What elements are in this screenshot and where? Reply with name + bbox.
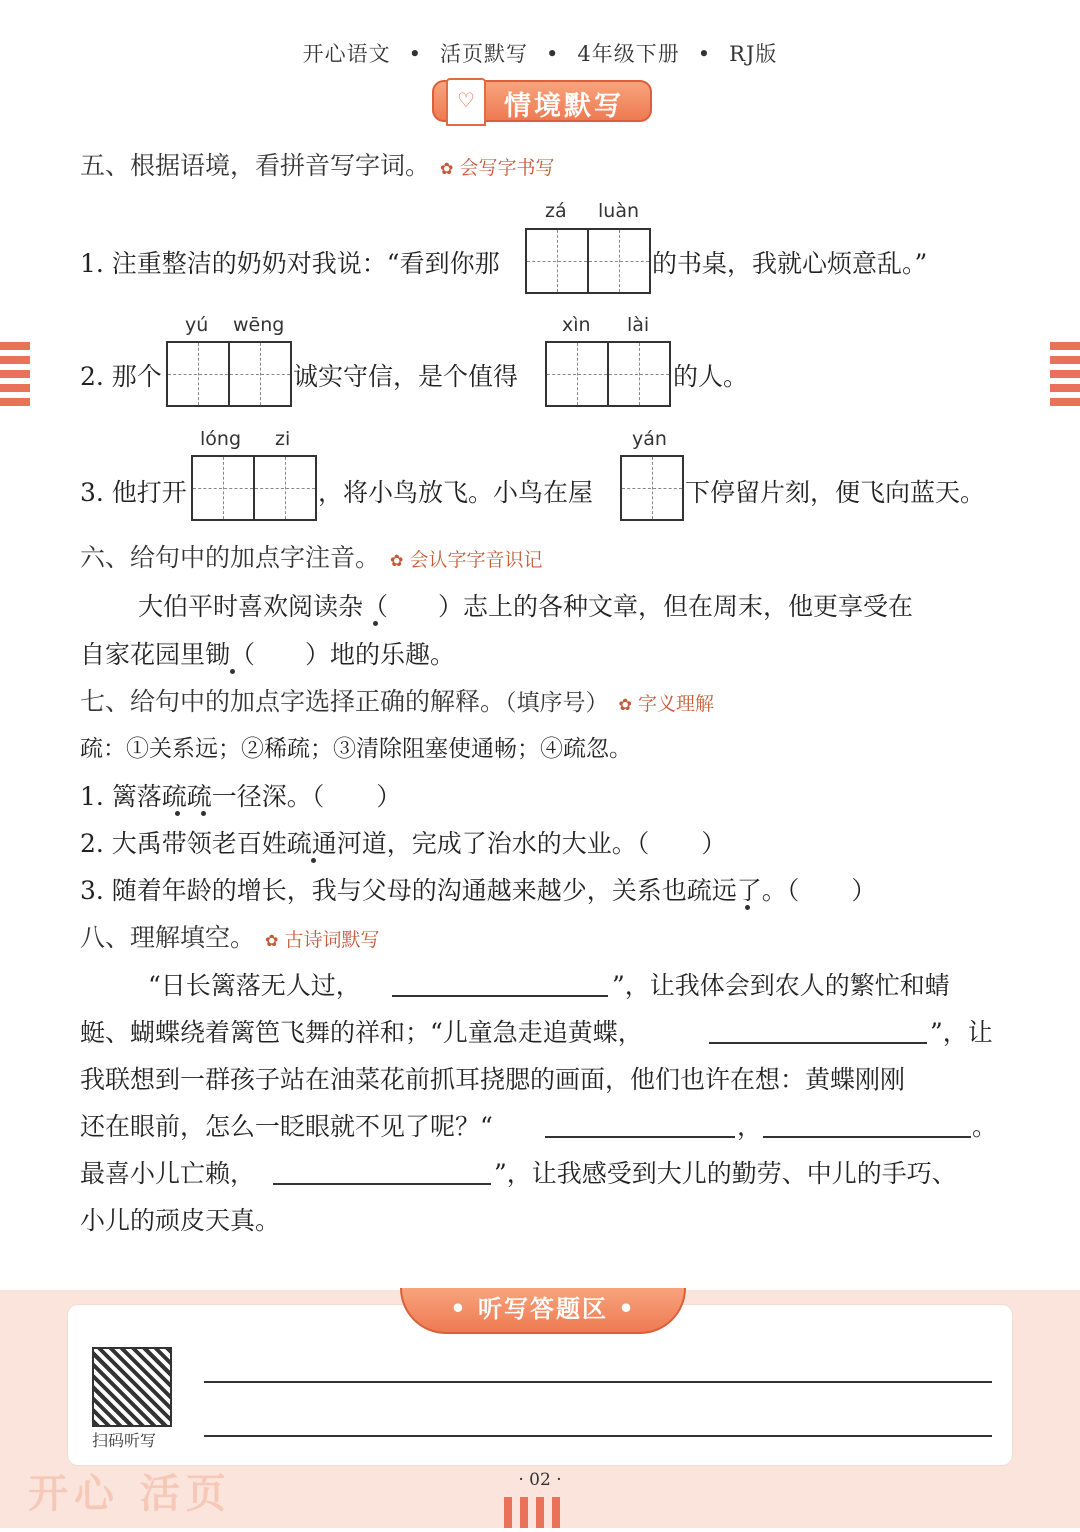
s5-item2-post: 的人。 <box>673 362 749 391</box>
pinyin: zi <box>275 428 291 450</box>
header-part-3: 4年级下册 <box>577 42 680 66</box>
poem-blank[interactable] <box>273 1182 491 1185</box>
s8-line2a: 蜓、蝴蝶绕着篱笆飞舞的祥和；“儿童急走追黄蝶， <box>80 1018 643 1047</box>
writing-grid[interactable] <box>191 455 317 521</box>
pinyin: luàn <box>598 200 640 222</box>
section-banner <box>432 80 652 122</box>
pinyin: yú <box>185 314 209 336</box>
s8-line5b: ”，让我感受到大儿的勤劳、中儿的手巧、 <box>494 1159 957 1188</box>
s8-line4a: 还在眼前，怎么一眨眼就不见了呢？“ <box>80 1112 493 1141</box>
emphasis-dot <box>230 669 235 674</box>
bottom-stripes <box>504 1497 568 1532</box>
right-edge-stripes <box>1050 342 1080 412</box>
s8-line2b: ”，让 <box>930 1018 993 1047</box>
s5-item3-pre: 3. 他打开 <box>80 478 187 507</box>
writing-grid[interactable] <box>166 341 292 407</box>
s8-line1b: ”，让我体会到农人的繁忙和蜻 <box>612 971 950 1000</box>
header-part-4: RJ版 <box>729 42 778 66</box>
emphasis-dot <box>373 621 378 626</box>
section-6-title: 六、给句中的加点字注音。 ✿ 会认字字音识记 <box>80 543 543 572</box>
s8-line4b: ， <box>737 1112 763 1141</box>
section-7-title: 七、给句中的加点字选择正确的解释。（填序号） ✿ 字义理解 <box>80 687 714 716</box>
emphasis-dot <box>311 858 316 863</box>
pinyin: lóng <box>200 428 242 450</box>
s6-line1: 大伯平时喜欢阅读杂（ ）志上的各种文章，但在周末，他更享受在 <box>138 592 914 621</box>
section-5-title: 五、根据语境，看拼音写字词。 ✿ 会写字书写 <box>80 151 555 180</box>
s8-line4c: 。 <box>972 1112 998 1141</box>
s5-item2-mid: 诚实守信，是个值得 <box>293 362 519 391</box>
writing-grid[interactable] <box>525 228 651 294</box>
emphasis-dot <box>201 811 206 816</box>
section-6-tag: ✿ 会认字字音识记 <box>390 549 543 571</box>
s7-options: 疏：①关系远；②稀疏；③清除阻塞使通畅；④疏忽。 <box>80 736 632 762</box>
page-number: · 02 · <box>518 1470 562 1490</box>
answer-line[interactable] <box>204 1435 992 1437</box>
answer-line[interactable] <box>204 1381 992 1383</box>
s5-item1-pre: 1. 注重整洁的奶奶对我说：“看到你那 <box>80 249 500 278</box>
s8-line1a: “日长篱落无人过， <box>148 971 361 1000</box>
qr-label: 扫码听写 <box>92 1431 157 1450</box>
pinyin: wēng <box>233 314 285 336</box>
s8-line6: 小儿的顽皮天真。 <box>80 1206 281 1235</box>
s5-item1-post: 的书桌，我就心烦意乱。” <box>652 249 928 278</box>
section-8-tag: ✿ 古诗词默写 <box>265 929 380 951</box>
s6-line2: 自家花园里锄（ ）地的乐趣。 <box>80 640 456 669</box>
answer-area-tab: • 听写答题区 • <box>400 1288 686 1334</box>
brand-watermark: 开心 活页 <box>28 1471 232 1517</box>
book-header: 开心语文 • 活页默写 • 4年级下册 • RJ版 <box>302 42 778 66</box>
poem-blank[interactable] <box>763 1135 971 1138</box>
heart-bookmark-icon: ♡ <box>446 78 486 126</box>
section-7-tag: ✿ 字义理解 <box>618 693 714 715</box>
emphasis-dot <box>175 811 180 816</box>
s5-item3-post: 下停留片刻，便飞向蓝天。 <box>685 478 986 507</box>
section-8-title: 八、理解填空。 ✿ 古诗词默写 <box>80 923 380 952</box>
s5-item3-mid: ，将小鸟放飞。小鸟在屋 <box>318 478 594 507</box>
qr-code-icon[interactable] <box>92 1347 172 1427</box>
header-part-1: 开心语文 <box>302 42 391 66</box>
writing-grid[interactable] <box>545 341 671 407</box>
pinyin: zá <box>545 200 567 222</box>
s7-item3: 3. 随着年龄的增长，我与父母的沟通越来越少，关系也疏远了。（ ） <box>80 876 877 905</box>
banner-title: 情境默写 <box>504 91 624 122</box>
writing-grid[interactable] <box>620 455 684 521</box>
left-edge-stripes <box>0 342 30 412</box>
section-5-tag: ✿ 会写字书写 <box>440 157 555 179</box>
pinyin: lài <box>627 314 650 336</box>
pinyin: yán <box>632 428 667 450</box>
s8-line3: 我联想到一群孩子站在油菜花前抓耳挠腮的画面，他们也许在想：黄蝶刚刚 <box>80 1065 906 1094</box>
s8-line5a: 最喜小儿亡赖， <box>80 1159 256 1188</box>
poem-blank[interactable] <box>709 1041 927 1044</box>
emphasis-dot <box>745 905 750 910</box>
header-part-2: 活页默写 <box>440 42 528 66</box>
poem-blank[interactable] <box>545 1135 735 1138</box>
s7-item2: 2. 大禹带领老百姓疏通河道，完成了治水的大业。（ ） <box>80 829 727 858</box>
s5-item2-pre: 2. 那个 <box>80 362 162 391</box>
s7-item1: 1. 篱落疏疏一径深。（ ） <box>80 782 402 811</box>
poem-blank[interactable] <box>392 994 608 997</box>
pinyin: xìn <box>562 314 591 336</box>
